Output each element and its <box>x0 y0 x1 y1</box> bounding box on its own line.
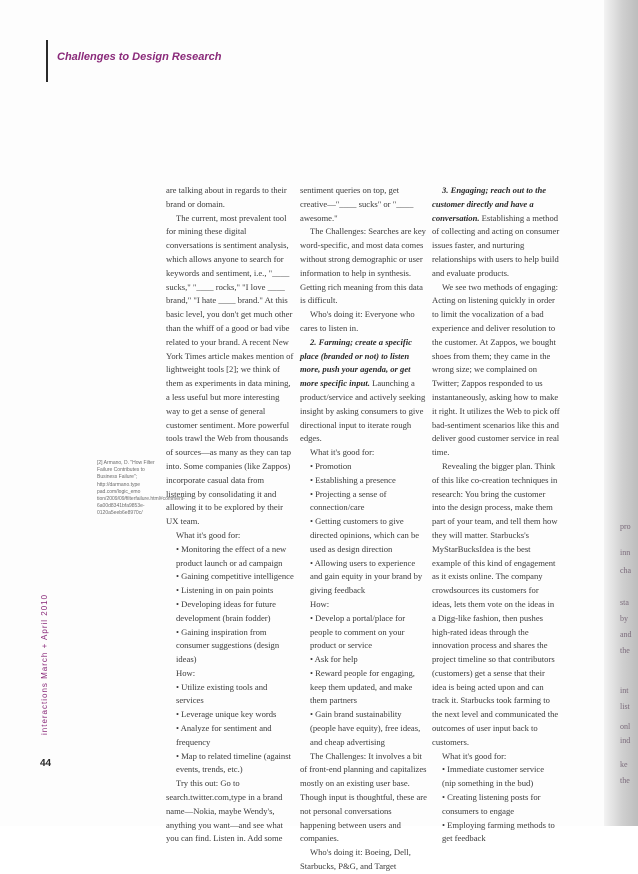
edge-fragment: sta <box>620 598 629 607</box>
edge-fragment: the <box>620 646 630 655</box>
paragraph: • Utilize existing tools and services <box>176 681 268 706</box>
section-header: Challenges to Design Research <box>57 51 222 63</box>
paragraph: sentiment queries on top, get creative—"____ sucks" or "____ awesome." <box>300 185 414 223</box>
paragraph-body: Launching a product/service and actively seeking insight by asking consumers to give directional input to iterate rough edges. <box>300 378 426 444</box>
paragraph <box>300 336 428 446</box>
paragraph: We see two methods of engaging: Acting on listening quickly in order to limit the vocalization of a bad experience and deliver resolution to the customer. At Zappos, we bought shoes from them; they came in the wrong size; we complained on Twitter; Zappos responded to us instantaneously, asking how to make it right. It utilizes the Web to pick off bad-sentiment scenarios like this and deliver good customer service in real time. <box>432 281 560 458</box>
edge-fragment: the <box>620 776 630 785</box>
paragraph: • Develop a portal/place for people to comment on your product or service <box>310 612 406 651</box>
paragraph: What it's good for: <box>442 750 507 761</box>
paragraph: Who's doing it: Everyone who cares to listen in. <box>300 309 415 333</box>
paragraph: • Gain brand sustainability (people have equity), free ideas, and cheap advertising <box>310 709 421 747</box>
edge-fragment: pro <box>620 522 631 531</box>
paragraph-subhead: 3. Engaging; reach out to the customer directly and have a conversation. <box>432 185 547 223</box>
text-column-3 <box>432 184 560 846</box>
text-column-1 <box>166 184 294 846</box>
paragraph: • Listening in on pain points <box>176 585 274 596</box>
paragraph <box>432 184 560 281</box>
paragraph: • Gaining competitive intelligence <box>176 571 294 582</box>
edge-fragment: and <box>620 630 632 639</box>
paragraph: • Establishing a presence <box>310 474 396 485</box>
paragraph: • Immediate customer service (nip something in the bud) <box>442 764 545 789</box>
paragraph: • Employing farming methods to get feedback <box>442 819 555 844</box>
paragraph: The Challenges: It involves a bit of front-end planning and capitalizes mostly on an existing user base. Though input is thoughtful, these are not personal conversations happening between users and companies. <box>300 750 427 844</box>
paragraph: • Ask for help <box>310 654 358 665</box>
paragraph: • Leverage unique key words <box>176 709 277 720</box>
paragraph: • Allowing users to experience and gain equity in your brand by giving feedback <box>310 557 423 596</box>
paragraph: Try this out: Go to search.twitter.com,type in a brand name—Nokia, maybe Wendy's, anything you want—and see what you can find. Listen in. Add some <box>166 778 283 844</box>
paragraph: • Gaining inspiration from consumer suggestions (design ideas) <box>176 626 280 665</box>
paragraph: How: <box>176 667 196 678</box>
paragraph: • Projecting a sense of connection/care <box>310 488 387 513</box>
paragraph: • Monitoring the effect of a new product launch or ad campaign <box>176 543 287 568</box>
paragraph: Who's doing it: Boeing, Dell, Starbucks, P&G, and Target <box>300 847 411 872</box>
paragraph: • Analyze for sentiment and frequency <box>176 723 272 747</box>
paragraph: What it's good for: <box>176 529 241 540</box>
paragraph: The current, most prevalent tool for mining these digital conversations is sentiment analysis, which allows anyone to search for keywords and sentiment, i.e., "____ sucks," "____ rocks," "I love ____ brand," "I hate ____ brand." At this basic level, you don't get much other than the whiff of a good or bad vibe related to your brand. A recent New York Times article makes mention of lightweight tools [2]; we think of them as experiments in data mining, a less useful but more interesting way to get a sense of general customer sentiment. More powerful tools trawl the Web from thousands of sources—as many as they can tap into. Some companies (like Zappos) incorporate casual data from listening by consolidating it and allowing it to be explored by their UX team. <box>166 212 294 527</box>
text-column-2 <box>300 184 428 874</box>
paragraph-subhead: 2. Farming; create a specific place (branded or not) to listen more, push your agenda, or get more specific input. <box>300 336 412 389</box>
sidenote-reference: [2] Armano, D. "How Filter Failure Contributes to Business Failure"; http://darmano.type pad.com/logic_emo tion/2009/09/filterfailure.html#comment-6a00d8341bfa9853e-0120a5eeb6e8970c/ <box>97 460 185 517</box>
running-foot: interactions March + April 2010 <box>40 593 49 735</box>
edge-fragment: ke <box>620 760 628 769</box>
edge-fragment: list <box>620 702 630 711</box>
edge-fragment: ind <box>620 736 631 745</box>
edge-fragment: cha <box>620 566 632 575</box>
paragraph: • Reward people for engaging, keep them updated, and make them partners <box>310 667 415 706</box>
paragraph: How: <box>310 598 330 609</box>
paragraph: What it's good for: <box>310 447 375 458</box>
edge-fragment: inn <box>620 548 631 557</box>
page-number: 44 <box>40 758 52 769</box>
edge-fragment: by <box>620 614 628 623</box>
paragraph: • Map to related timeline (against events, trends, etc.) <box>176 750 291 775</box>
paragraph: • Creating listening posts for consumers to engage <box>442 792 541 816</box>
paragraph-body: Establishing a method of collecting and acting on consumer issues faster, and nurturing relationships with users to help build and evaluate products. <box>432 212 560 278</box>
paragraph: • Developing ideas for future development (brain fodder) <box>176 598 276 623</box>
paragraph: The Challenges: Searches are key word-specific, and most data comes without strong demographic or user information to help in synthesis. Getting rich meaning from this data is difficult. <box>300 226 426 306</box>
paragraph: are talking about in regards to their brand or domain. <box>166 185 287 209</box>
paragraph: Revealing the bigger plan. Think of this like co-creation techniques in research: You bring the customer into the design process, make them part of your team, and tell them how they will matter. Starbucks's MyStarBucksIdea is the best example of this kind of engagement as it exists online. The company crowdsources its customers for ideas, lets them vote on the ideas in a Digg-like fashion, then pushes high-rated ideas through the innovation process and shares the project timeline so that contributors (customers) get a sense that their idea is being acted upon and can track it. Starbucks took farming to the next level and communicated the outcomes of user input back to customers. <box>432 460 559 747</box>
edge-fragment: onl <box>620 722 631 731</box>
paragraph: • Promotion <box>310 460 352 471</box>
paragraph: • Getting customers to give directed opinions, which can be used as design direction <box>310 516 420 554</box>
edge-fragment: int <box>620 686 629 695</box>
header-rule <box>46 40 48 82</box>
